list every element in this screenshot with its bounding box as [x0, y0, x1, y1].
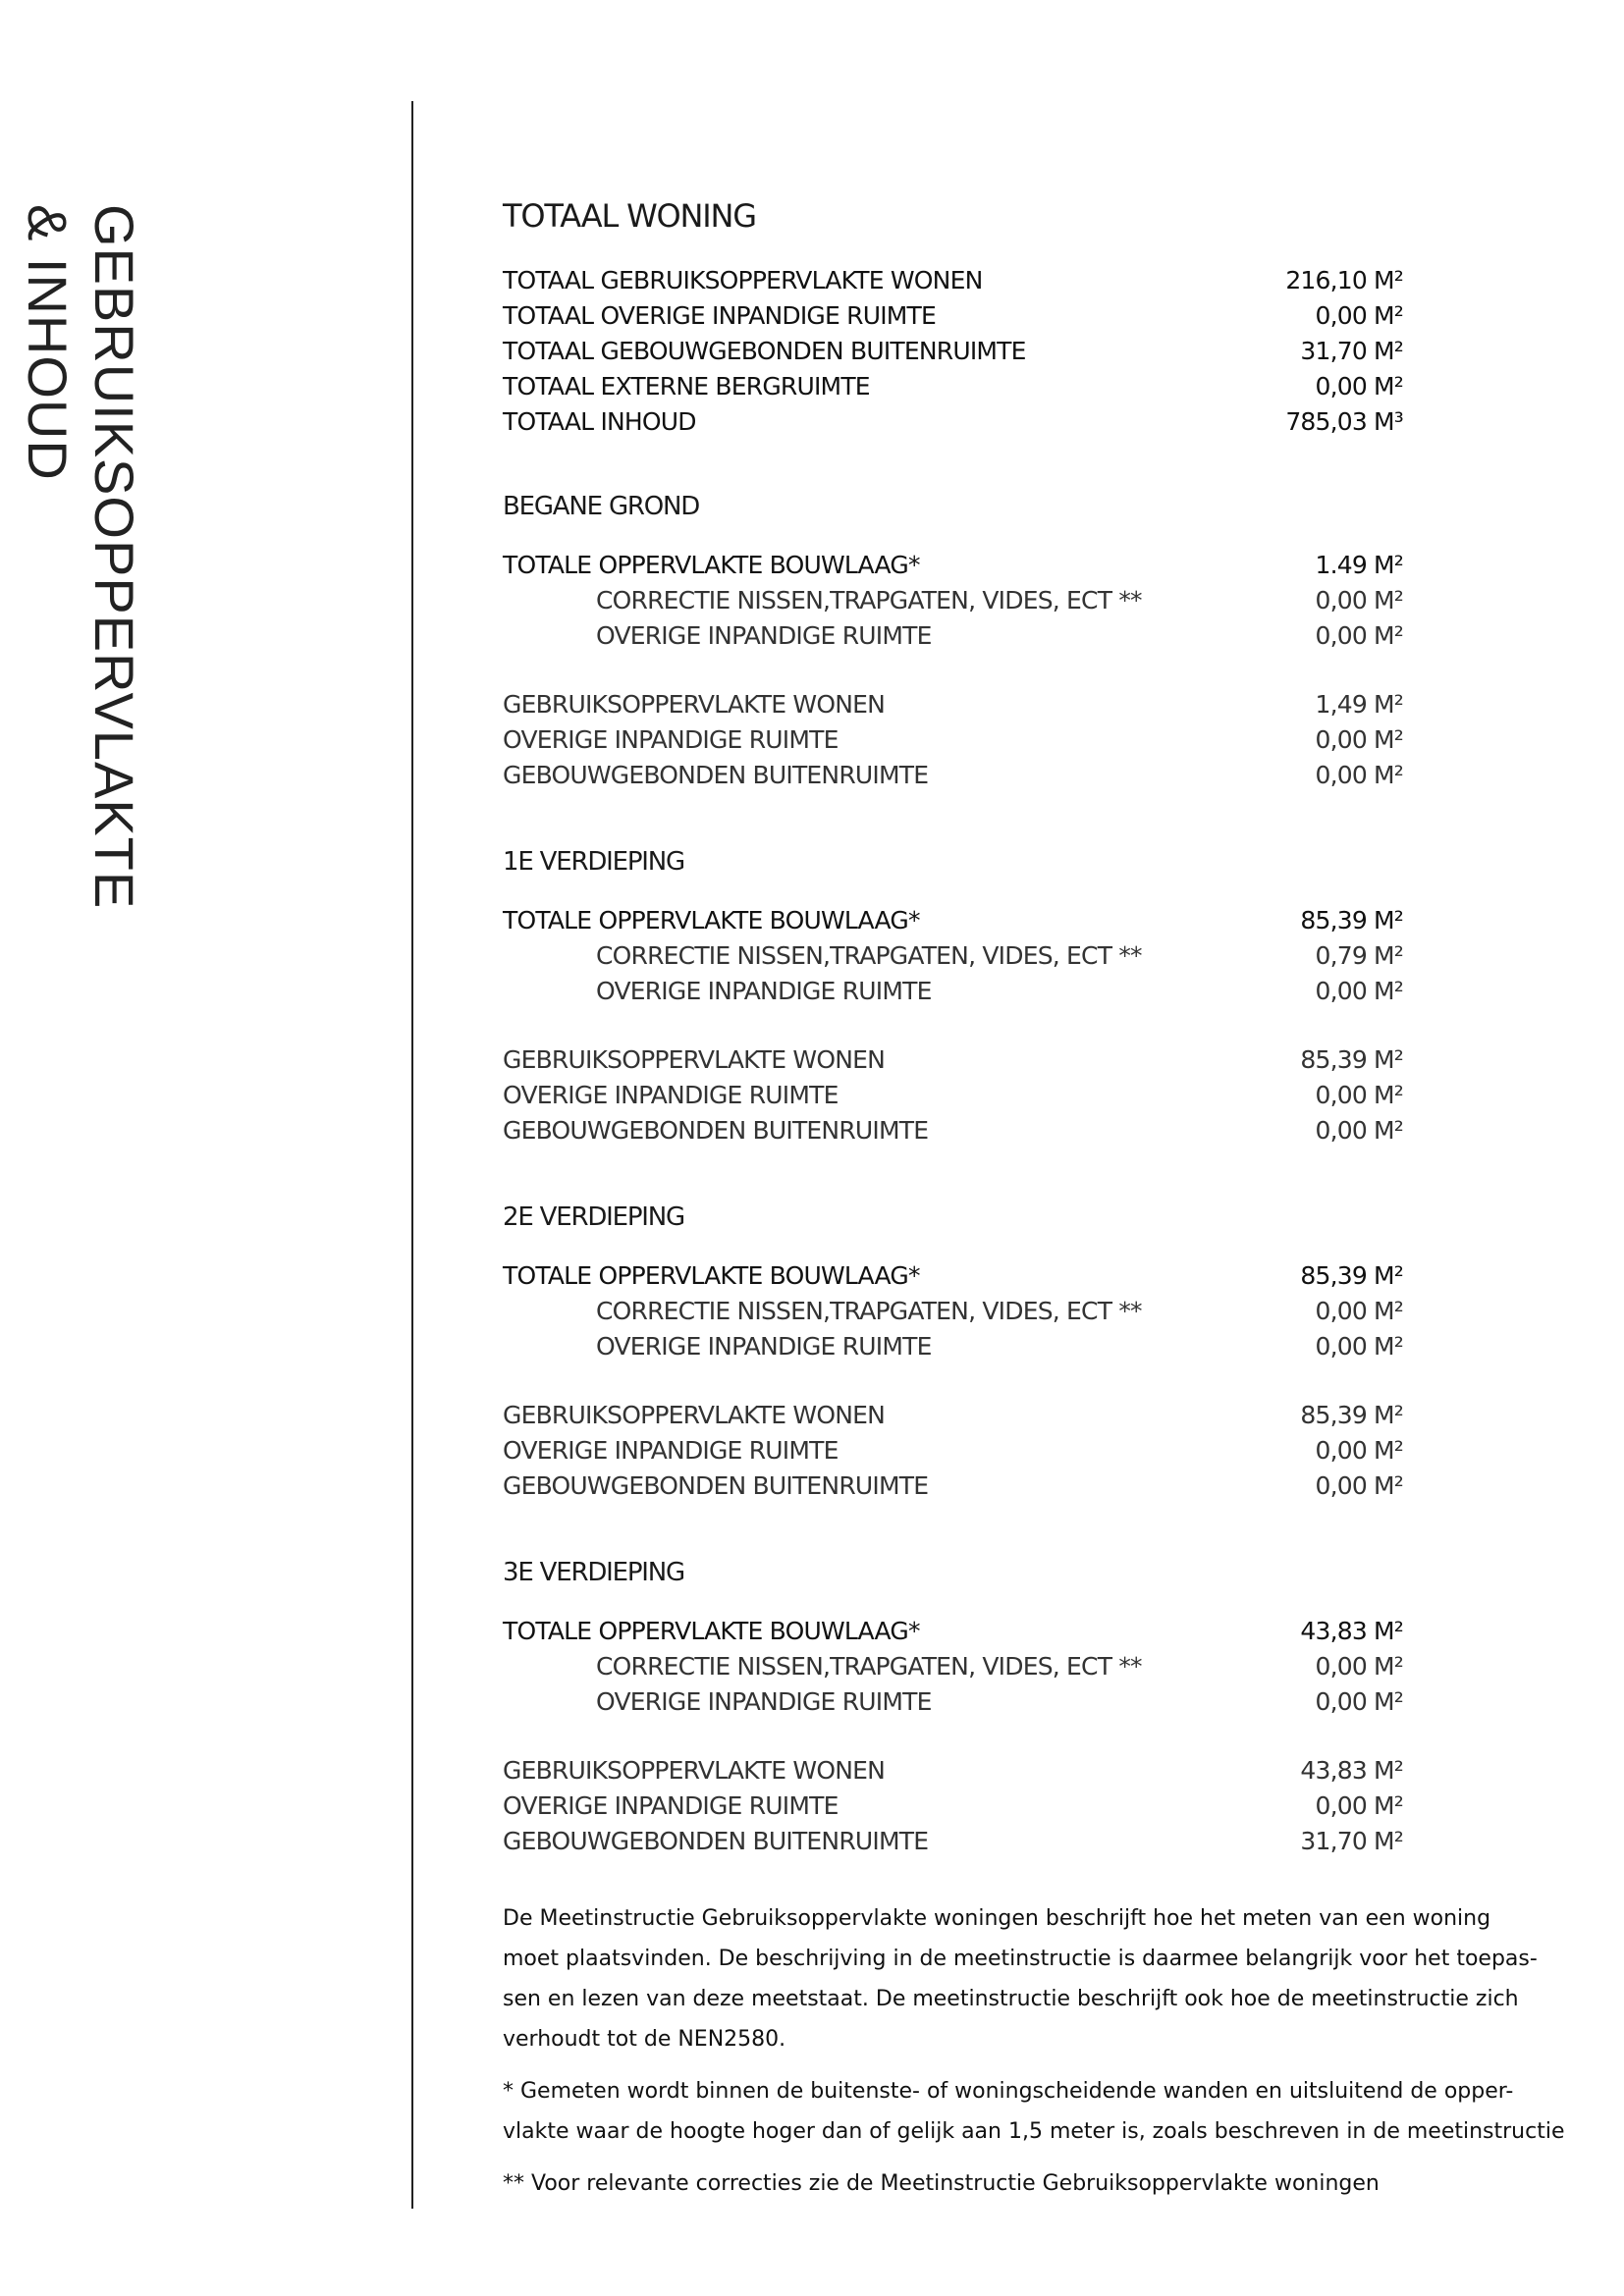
total-row: [503, 404, 1504, 440]
row-value: 0,00: [1315, 1791, 1367, 1820]
row-value: 0,00: [1315, 1116, 1367, 1145]
row-unit: M²: [1374, 1471, 1403, 1500]
correction-row: [503, 974, 1504, 1009]
result-row: [503, 687, 1504, 722]
total-row: [503, 369, 1504, 404]
section-heading-totaal: TOTAAL WONING: [503, 197, 756, 235]
side-title-line2: & INHOUD: [17, 204, 79, 481]
note-line: verhoudt tot de NEN2580.: [503, 2027, 786, 2052]
row-unit: M²: [1374, 372, 1403, 400]
row-value: 0,00: [1315, 1297, 1367, 1325]
row-value: 85,39: [1300, 906, 1367, 934]
row-value: 0,00: [1315, 621, 1367, 650]
total-row: [503, 298, 1504, 334]
row-unit: M²: [1374, 1332, 1403, 1361]
row-label: CORRECTIE NISSEN,TRAPGATEN, VIDES, ECT **: [596, 941, 1142, 970]
side-title-line1: GEBRUIKSOPPERVLAKTE: [83, 204, 145, 910]
row-label: CORRECTIE NISSEN,TRAPGATEN, VIDES, ECT **: [596, 1297, 1142, 1325]
row-label: OVERIGE INPANDIGE RUIMTE: [503, 1791, 839, 1820]
note-line: vlakte waar de hoogte hoger dan of gelijk aan 1,5 meter is, zoals beschreven in de meetinstructie: [503, 2119, 1565, 2144]
correction-row: [503, 583, 1504, 618]
floor-total-row: [503, 548, 1504, 583]
row-unit: M²: [1374, 761, 1403, 789]
note-line: De Meetinstructie Gebruiksoppervlakte woningen beschrijft hoe het meten van een woning: [503, 1906, 1491, 1931]
row-unit: M²: [1374, 977, 1403, 1005]
result-row: [503, 1433, 1504, 1468]
result-row: [503, 1042, 1504, 1078]
row-value: 0,00: [1315, 761, 1367, 789]
note-line: moet plaatsvinden. De beschrijving in de meetinstructie is daarmee belangrijk voor het toepas-: [503, 1947, 1538, 1971]
row-label: OVERIGE INPANDIGE RUIMTE: [503, 1081, 839, 1109]
row-value: 43,83: [1300, 1756, 1367, 1785]
row-value: 0,00: [1315, 301, 1367, 330]
row-unit: M²: [1374, 941, 1403, 970]
row-unit: M²: [1374, 301, 1403, 330]
row-label: OVERIGE INPANDIGE RUIMTE: [596, 621, 932, 650]
total-row: [503, 263, 1504, 298]
row-unit: M²: [1374, 1827, 1403, 1855]
section-heading-floor: 3E VERDIEPING: [503, 1558, 684, 1587]
section-heading-floor: BEGANE GROND: [503, 492, 700, 521]
row-label: GEBRUIKSOPPERVLAKTE WONEN: [503, 1045, 886, 1074]
correction-row: [503, 618, 1504, 654]
vertical-divider: [411, 101, 413, 2209]
floor-total-row: [503, 1258, 1504, 1294]
row-label: GEBRUIKSOPPERVLAKTE WONEN: [503, 1401, 886, 1429]
row-value: 0,00: [1315, 1652, 1367, 1681]
row-unit: M²: [1374, 621, 1403, 650]
row-value: 0,00: [1315, 725, 1367, 754]
correction-row: [503, 1649, 1504, 1684]
row-value: 0,00: [1315, 1471, 1367, 1500]
row-unit: M²: [1374, 1617, 1403, 1645]
floor-total-row: [503, 903, 1504, 938]
row-value: 785,03: [1285, 407, 1367, 436]
row-unit: M²: [1374, 1297, 1403, 1325]
total-row: [503, 334, 1504, 369]
row-label: OVERIGE INPANDIGE RUIMTE: [596, 977, 932, 1005]
row-label: OVERIGE INPANDIGE RUIMTE: [596, 1687, 932, 1716]
row-value: 31,70: [1300, 1827, 1367, 1855]
row-label: GEBRUIKSOPPERVLAKTE WONEN: [503, 690, 886, 719]
row-value: 85,39: [1300, 1261, 1367, 1290]
row-value: 85,39: [1300, 1401, 1367, 1429]
row-value: 43,83: [1300, 1617, 1367, 1645]
row-unit: M²: [1374, 725, 1403, 754]
row-value: 85,39: [1300, 1045, 1367, 1074]
row-value: 0,00: [1315, 977, 1367, 1005]
row-label: OVERIGE INPANDIGE RUIMTE: [503, 725, 839, 754]
row-label: TOTAAL GEBOUWGEBONDEN BUITENRUIMTE: [503, 337, 1026, 365]
row-value: 1.49: [1315, 551, 1367, 579]
result-row: [503, 1753, 1504, 1789]
result-row: [503, 1078, 1504, 1113]
intro-note: [503, 1898, 1538, 2059]
row-unit: M²: [1374, 906, 1403, 934]
note-line: sen en lezen van deze meetstaat. De meetinstructie beschrijft ook hoe de meetinstructie zich: [503, 1987, 1519, 2011]
side-title: [14, 204, 147, 909]
result-row: [503, 722, 1504, 758]
row-label: OVERIGE INPANDIGE RUIMTE: [596, 1332, 932, 1361]
row-unit: M²: [1374, 337, 1403, 365]
row-label: TOTALE OPPERVLAKTE BOUWLAAG*: [503, 1617, 920, 1645]
result-row: [503, 1824, 1504, 1859]
row-unit: M²: [1374, 1756, 1403, 1785]
row-value: 31,70: [1300, 337, 1367, 365]
row-value: 0,00: [1315, 586, 1367, 614]
result-row: [503, 1789, 1504, 1824]
row-value: 216,10: [1285, 266, 1367, 294]
row-unit: M²: [1374, 1401, 1403, 1429]
correction-row: [503, 1294, 1504, 1329]
row-unit: M²: [1374, 586, 1403, 614]
row-unit: M²: [1374, 690, 1403, 719]
row-label: TOTALE OPPERVLAKTE BOUWLAAG*: [503, 551, 920, 579]
row-label: GEBOUWGEBONDEN BUITENRUIMTE: [503, 1116, 929, 1145]
row-unit: M²: [1374, 1116, 1403, 1145]
row-label: TOTALE OPPERVLAKTE BOUWLAAG*: [503, 906, 920, 934]
totals-block: [503, 263, 1504, 440]
row-label: CORRECTIE NISSEN,TRAPGATEN, VIDES, ECT **: [596, 1652, 1142, 1681]
row-value: 0,00: [1315, 372, 1367, 400]
note-line: * Gemeten wordt binnen de buitenste- of woningscheidende wanden en uitsluitend de opper-: [503, 2079, 1514, 2104]
result-row: [503, 1468, 1504, 1504]
row-label: GEBRUIKSOPPERVLAKTE WONEN: [503, 1756, 886, 1785]
row-label: TOTAAL EXTERNE BERGRUIMTE: [503, 372, 870, 400]
row-value: 0,00: [1315, 1081, 1367, 1109]
row-value: 0,00: [1315, 1332, 1367, 1361]
row-label: GEBOUWGEBONDEN BUITENRUIMTE: [503, 1471, 929, 1500]
correction-row: [503, 1329, 1504, 1364]
result-row: [503, 1398, 1504, 1433]
measurement-table: [503, 196, 1565, 2204]
result-row: [503, 1113, 1504, 1148]
footnote-double-star: ** Voor relevante correcties zie de Meetinstructie Gebruiksoppervlakte woningen: [503, 2171, 1380, 2196]
section-heading-floor: 1E VERDIEPING: [503, 847, 684, 877]
row-label: GEBOUWGEBONDEN BUITENRUIMTE: [503, 1827, 929, 1855]
correction-row: [503, 1684, 1504, 1720]
row-label: TOTALE OPPERVLAKTE BOUWLAAG*: [503, 1261, 920, 1290]
row-unit: M²: [1374, 1436, 1403, 1465]
result-row: [503, 758, 1504, 793]
section-heading-floor: 2E VERDIEPING: [503, 1202, 684, 1232]
row-unit: M²: [1374, 1045, 1403, 1074]
row-label: TOTAAL INHOUD: [503, 407, 696, 436]
row-value: 1,49: [1315, 690, 1367, 719]
row-unit: M²: [1374, 551, 1403, 579]
row-unit: M²: [1374, 1081, 1403, 1109]
row-label: CORRECTIE NISSEN,TRAPGATEN, VIDES, ECT **: [596, 586, 1142, 614]
row-unit: M²: [1374, 266, 1403, 294]
row-unit: M²: [1374, 1652, 1403, 1681]
correction-row: [503, 938, 1504, 974]
row-value: 0,00: [1315, 1436, 1367, 1465]
row-label: TOTAAL OVERIGE INPANDIGE RUIMTE: [503, 301, 937, 330]
row-label: OVERIGE INPANDIGE RUIMTE: [503, 1436, 839, 1465]
footnote-single-star: [503, 2071, 1565, 2152]
row-unit: M²: [1374, 1791, 1403, 1820]
row-unit: M²: [1374, 1261, 1403, 1290]
row-value: 0,79: [1315, 941, 1367, 970]
row-unit: M²: [1374, 1687, 1403, 1716]
row-label: TOTAAL GEBRUIKSOPPERVLAKTE WONEN: [503, 266, 983, 294]
floor-total-row: [503, 1614, 1504, 1649]
row-label: GEBOUWGEBONDEN BUITENRUIMTE: [503, 761, 929, 789]
row-value: 0,00: [1315, 1687, 1367, 1716]
row-unit: M³: [1374, 407, 1403, 436]
